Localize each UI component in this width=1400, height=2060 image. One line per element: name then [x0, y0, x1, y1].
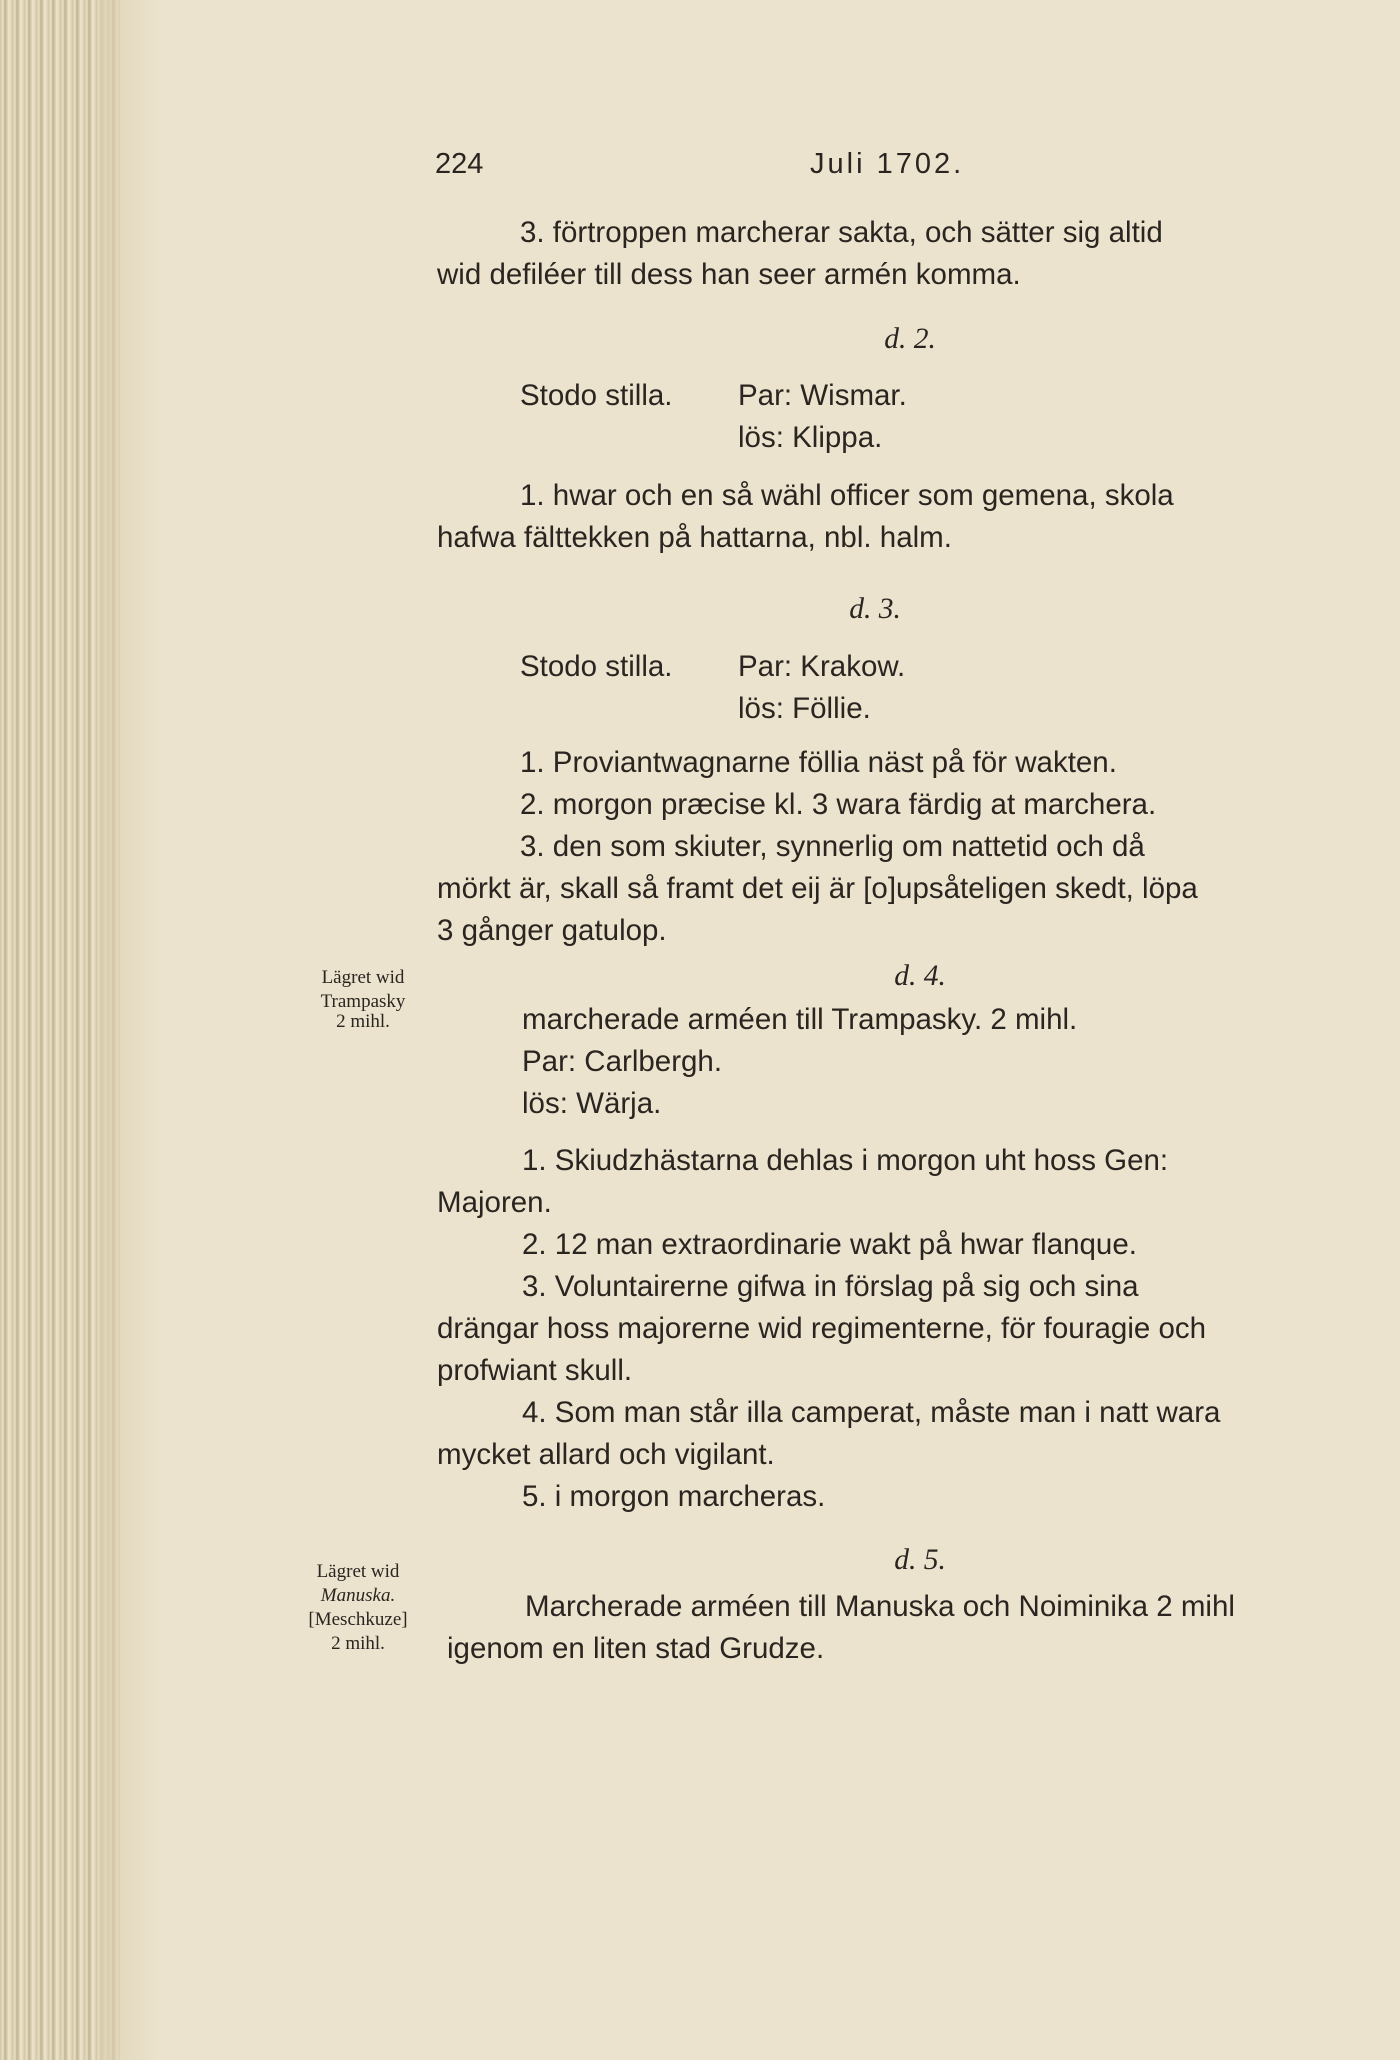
margin-note-line: Lägret wid: [316, 1561, 400, 1582]
d3-parole: Par: Krakow.: [738, 650, 906, 683]
entry-heading-d2: d. 2.: [884, 323, 936, 355]
d4-march: marcherade arméen till Trampasky. 2 mihl.: [522, 1003, 1078, 1036]
d4-losen: lös: Wärja.: [522, 1087, 662, 1120]
margin-note-camp-manuska: [273, 1560, 443, 1656]
d4-item-1-line-1: 1. Skiudzhästarna dehlas i morgon uht hoss Gen:: [522, 1144, 1169, 1177]
d4-item-4-line-2: mycket allard och vigilant.: [437, 1438, 775, 1471]
margin-note-camp-trampasky: [288, 966, 438, 1034]
d3-item-3-line-3: 3 gånger gatulop.: [437, 914, 667, 947]
entry-heading-d4: d. 4.: [894, 960, 946, 992]
d2-losen: lös: Klippa.: [738, 421, 883, 454]
d2-item-1-line-1: 1. hwar och en så wähl officer som gemena, skola: [520, 479, 1174, 512]
d4-item-4-line-1: 4. Som man står illa camperat, måste man i natt wara: [522, 1396, 1221, 1429]
d3-item-3-line-1: 3. den som skiuter, synnerlig om nattetid och då: [520, 830, 1145, 863]
d5-line-2: igenom en liten stad Grudze.: [447, 1632, 825, 1665]
margin-note-line: [Meschkuze]: [308, 1609, 408, 1630]
intro-line-1: 3. förtroppen marcherar sakta, och sätter sig altid: [520, 216, 1163, 249]
d3-item-2: 2. morgon præcise kl. 3 wara färdig at marchera.: [520, 788, 1157, 821]
d5-line-1: Marcherade arméen till Manuska och Noiminika 2 mihl: [525, 1590, 1235, 1623]
d4-item-3-line-2: drängar hoss majorerne wid regimenterne, för fouragie och: [437, 1312, 1207, 1345]
d4-item-2: 2. 12 man extraordinarie wakt på hwar flanque.: [522, 1228, 1137, 1261]
d3-item-1: 1. Proviantwagnarne föllia näst på för wakten.: [520, 746, 1117, 779]
d4-parole: Par: Carlbergh.: [522, 1045, 723, 1078]
running-header: [435, 148, 975, 188]
running-title: Juli 1702.: [810, 148, 965, 180]
d3-losen: lös: Föllie.: [738, 692, 871, 725]
d2-parole: Par: Wismar.: [738, 379, 907, 412]
d2-item-1-line-2: hafwa fälttekken på hattarna, nbl. halm.: [437, 521, 952, 554]
margin-note-line: Lägret wid: [321, 967, 405, 988]
margin-note-line: Manuska.: [320, 1585, 396, 1606]
d3-stodo: Stodo stilla.: [520, 650, 673, 683]
d2-stodo: Stodo stilla.: [520, 379, 673, 412]
d4-item-3-line-1: 3. Voluntairerne gifwa in förslag på sig och sina: [522, 1270, 1139, 1303]
margin-note-line: Trampasky: [320, 991, 406, 1012]
intro-line-2: wid defiléer till dess han seer armén komma.: [437, 258, 1021, 291]
margin-note-line: 2 mihl.: [336, 1011, 390, 1032]
d4-item-5: 5. i morgon marcheras.: [522, 1480, 826, 1513]
d3-item-3-line-2: mörkt är, skall så framt det eij är [o]upsåteligen skedt, löpa: [437, 872, 1198, 905]
entry-heading-d3: d. 3.: [849, 593, 901, 625]
d4-item-3-line-3: profwiant skull.: [437, 1354, 633, 1387]
entry-heading-d5: d. 5.: [894, 1544, 946, 1576]
margin-note-line: 2 mihl.: [331, 1633, 385, 1654]
d4-item-1-line-2: Majoren.: [437, 1186, 552, 1219]
page-number: 224: [435, 148, 484, 180]
